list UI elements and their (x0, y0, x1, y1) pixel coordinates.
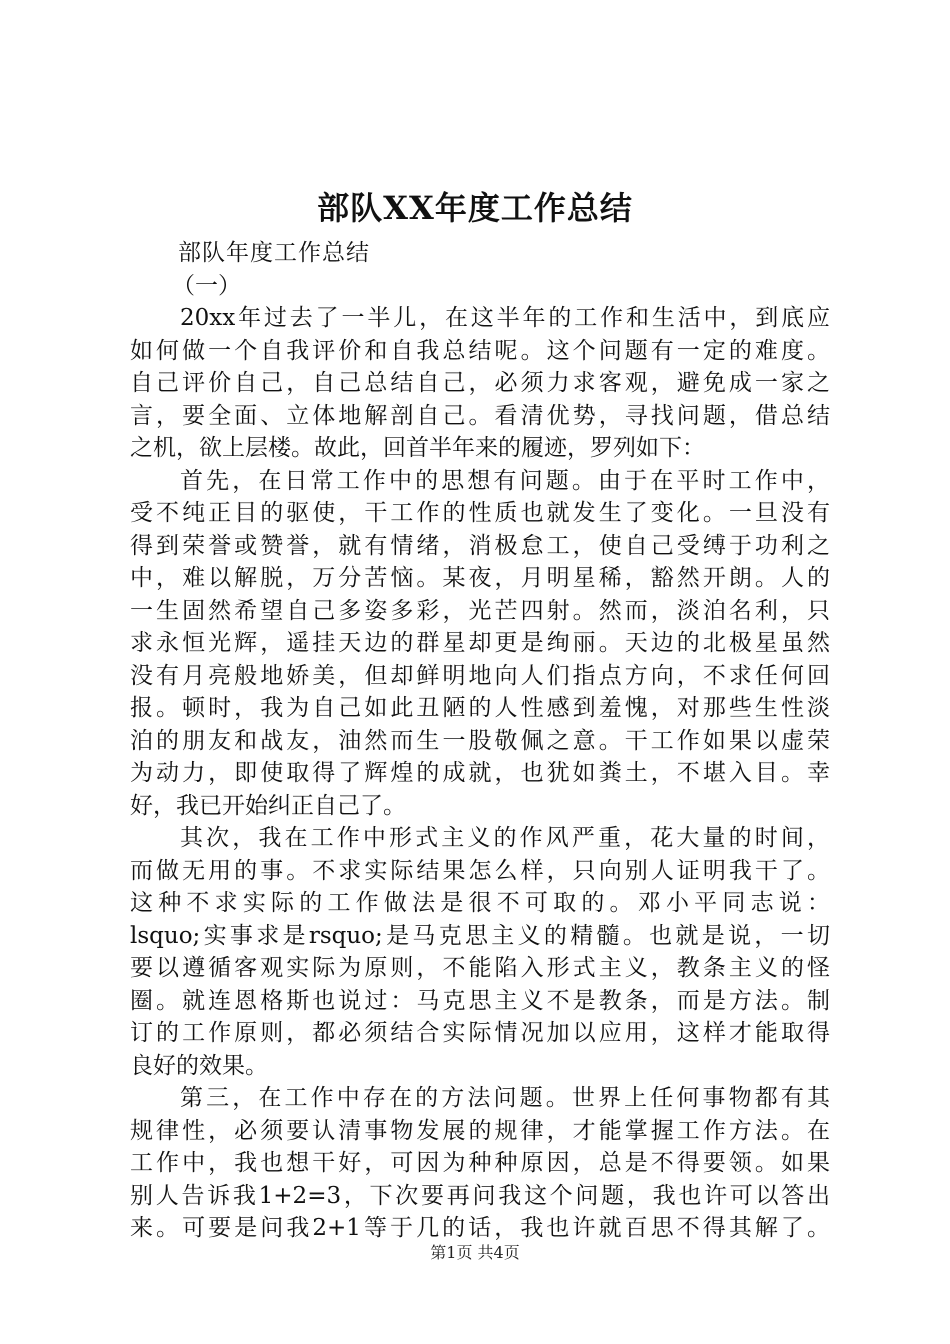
paragraph-line: 之机，欲上层楼。故此，回首半年来的履迹，罗列如下： (130, 435, 705, 461)
paragraph-line: 订的工作原则，都必须结合实际情况加以应用，这样才能取得 (130, 1020, 830, 1046)
paragraph-line: 要以遵循客观实际为原则，不能陷入形式主义，教条主义的怪 (130, 955, 830, 981)
paragraph-line: 报。顿时，我为自己如此丑陋的人性感到羞愧，对那些生性淡 (130, 695, 830, 721)
paragraph-line: 得到荣誉或赞誉，就有情绪，消极怠工，使自己受缚于功利之 (130, 532, 830, 559)
paragraph-line: 别人告诉我1+2=3，下次要再问我这个问题，我也许可以答出 (130, 1182, 830, 1209)
paragraph-line: 没有月亮般地娇美，但却鲜明地向人们指点方向，不求任何回 (130, 662, 830, 689)
paragraph-line: 中，难以解脱，万分苦恼。某夜，月明星稀，豁然开朗。人的 (130, 565, 830, 591)
paragraph-line: 泊的朋友和战友，油然而生一股敬佩之意。干工作如果以虚荣 (130, 727, 830, 754)
paragraph-line: 首先，在日常工作中的思想有问题。由于在平时工作中， (180, 467, 830, 494)
paragraph-line: 圈。就连恩格斯也说过：马克思主义不是教条，而是方法。制 (130, 987, 830, 1014)
document-title: 部队XX年度工作总结 (317, 189, 633, 227)
paragraph-line: 一生固然希望自己多姿多彩，光芒四射。然而，淡泊名利，只 (130, 597, 830, 624)
section-label: （一） (172, 272, 241, 299)
paragraph-line: 这种不求实际的工作做法是很不可取的。邓小平同志说： (130, 890, 830, 916)
paragraph-line: 其次，我在工作中形式主义的作风严重，花大量的时间， (180, 825, 830, 851)
page-footer: 第1页 共4页 (430, 1243, 520, 1262)
paragraph-line: 来。可要是问我2+1等于几的话，我也许就百思不得其解了。 (130, 1215, 830, 1241)
paragraph-line: 第三，在工作中存在的方法问题。世界上任何事物都有其 (180, 1085, 830, 1111)
paragraph-line: 好，我已开始纠正自己了。 (130, 792, 406, 819)
paragraph-line: 自己评价自己，自己总结自己，必须力求客观，避免成一家之 (130, 370, 830, 396)
paragraph-line: 20xx年过去了一半儿，在这半年的工作和生活中，到底应 (180, 305, 830, 331)
paragraph-line: 求永恒光辉，遥挂天边的群星却更是绚丽。天边的北极星虽然 (130, 630, 830, 656)
paragraph-line: 如何做一个自我评价和自我总结呢。这个问题有一定的难度。 (130, 337, 830, 364)
paragraph-line: lsquo;实事求是rsquo;是马克思主义的精髓。也就是说，一切 (130, 922, 830, 949)
document-subtitle: 部队年度工作总结 (178, 240, 370, 266)
paragraph-line: 良好的效果。 (130, 1052, 268, 1079)
paragraph-line: 而做无用的事。不求实际结果怎么样，只向别人证明我干了。 (130, 857, 830, 884)
document-body (130, 237, 830, 1245)
paragraph-line: 工作中，我也想干好，可因为种种原因，总是不得要领。如果 (130, 1150, 830, 1176)
paragraph-line: 言，要全面、立体地解剖自己。看清优势，寻找问题，借总结 (130, 402, 830, 429)
paragraph-line: 为动力，即使取得了辉煌的成就，也犹如粪土，不堪入目。幸 (130, 760, 830, 786)
paragraph-line: 规律性，必须要认清事物发展的规律，才能掌握工作方法。在 (130, 1117, 830, 1144)
paragraph-line: 受不纯正目的驱使，干工作的性质也就发生了变化。一旦没有 (130, 500, 830, 526)
